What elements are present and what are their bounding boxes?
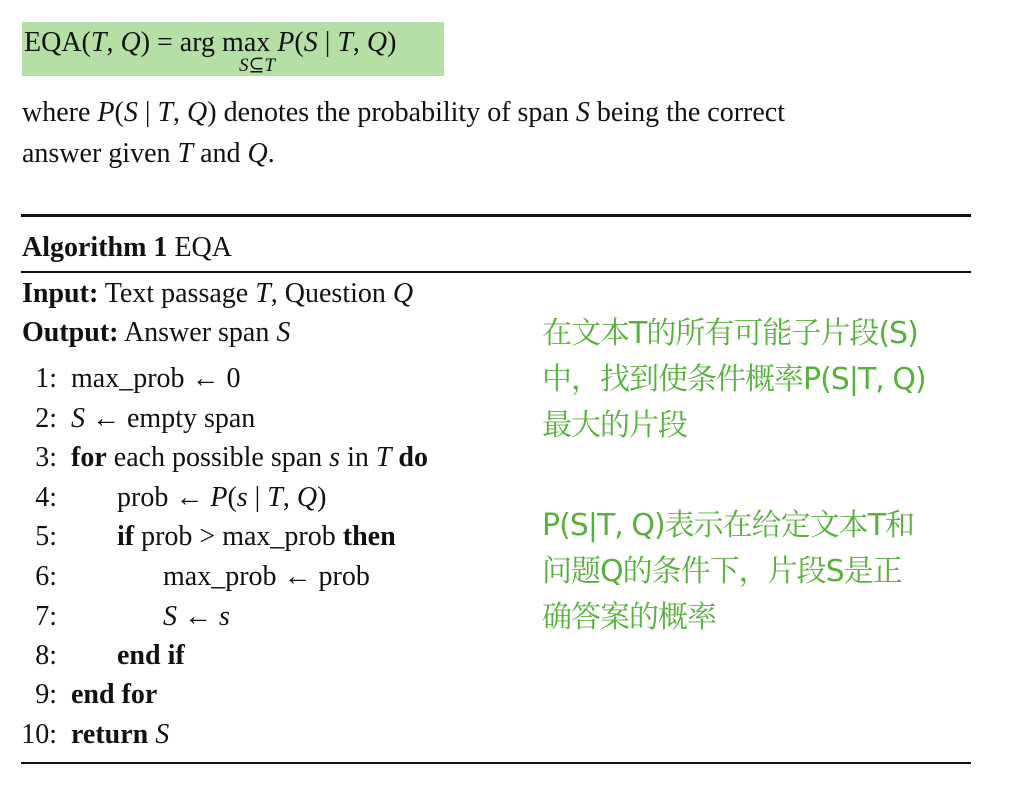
algo-line-2: 2: S ← empty span	[35, 403, 256, 434]
algo-line-1: 1: max_prob ← 0	[35, 363, 241, 394]
algo-line-5: 5: if prob > max_prob then	[35, 521, 396, 552]
algo-line-6: 6: max_prob ← prob	[35, 561, 370, 592]
algo-line-4: 4: prob ← P(s | T, Q)	[35, 482, 327, 513]
algorithm-input: Input: Text passage T, Question Q	[22, 278, 414, 309]
algorithm-caption: Algorithm 1 EQA	[22, 232, 232, 263]
algo-line-10: 10: return S	[21, 719, 170, 750]
algorithm-top-rule	[21, 214, 971, 217]
algo-line-8: 8: end if	[35, 640, 185, 671]
annotation-1: 在文本T的所有可能子片段(S) 中，找到使条件概率P(S|T, Q) 最大的片段	[542, 316, 926, 443]
algo-line-9: 9: end for	[35, 679, 158, 710]
equation-subscript: S⊆T	[239, 55, 275, 76]
description-line-2: answer given T and Q.	[22, 138, 275, 169]
equation: EQA(T, Q) = arg max P(S | T, Q)	[24, 27, 397, 58]
algo-line-7: 7: S ← s	[35, 601, 230, 632]
algorithm-caption-rule	[21, 271, 971, 273]
algorithm-bottom-rule	[21, 762, 971, 764]
description-line-1: where P(S | T, Q) denotes the probability of span S being the correct	[22, 97, 785, 128]
annotation-2: P(S|T, Q)表示在给定文本T和 问题Q的条件下，片段S是正 确答案的概率	[542, 508, 914, 635]
algorithm-output: Output: Answer span S	[22, 317, 291, 348]
algo-line-3: 3: for each possible span s in T do	[35, 442, 428, 473]
